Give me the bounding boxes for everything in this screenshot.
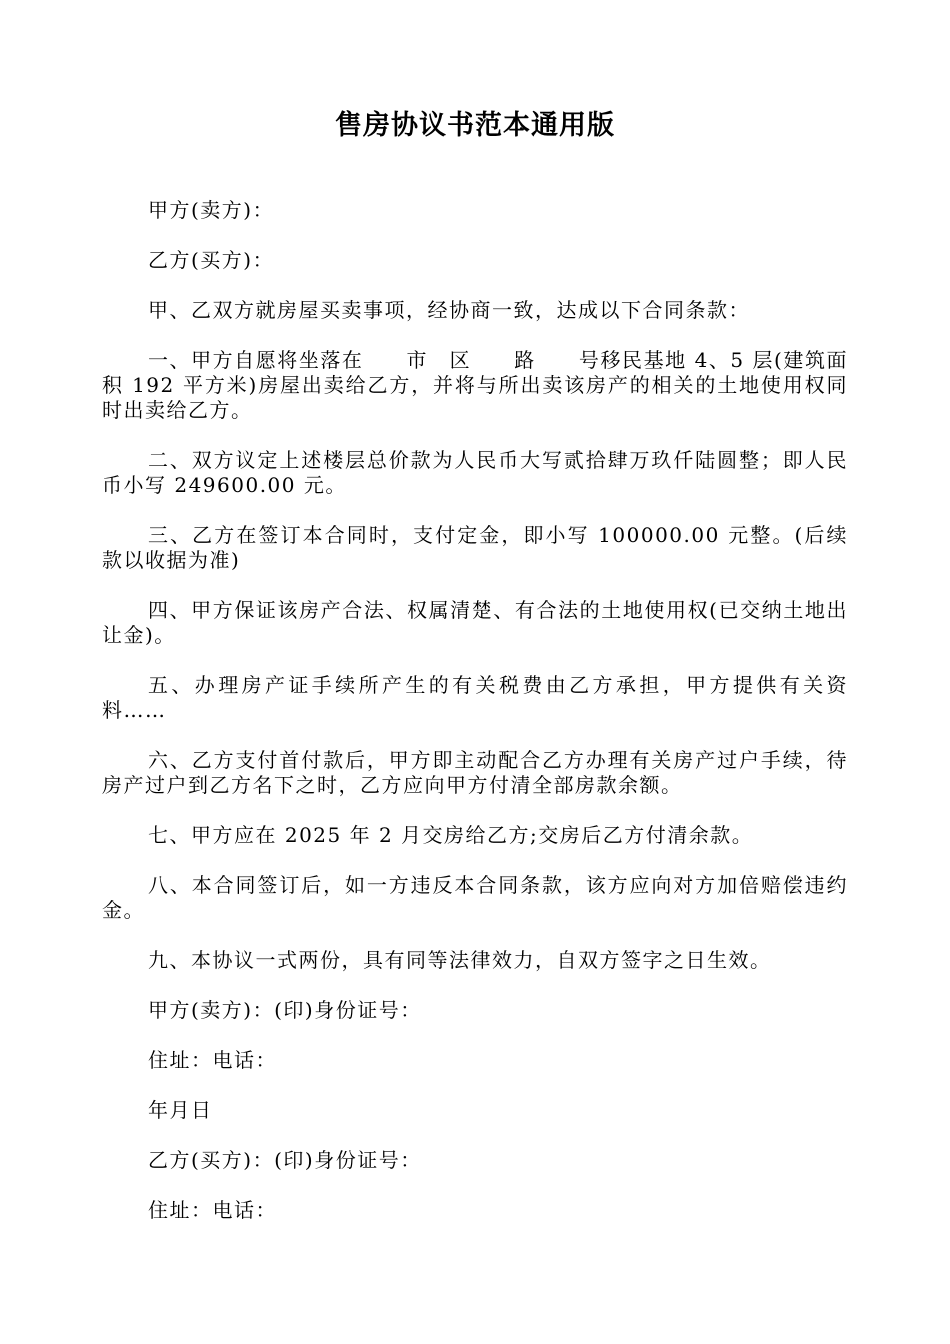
seller-signature-line: 甲方(卖方)：(印)身份证号： — [148, 998, 422, 1022]
clause-4: 四、甲方保证该房产合法、权属清楚、有合法的土地使用权(已交纳土地出让金)。 — [102, 598, 848, 647]
clause-8: 八、本合同签订后，如一方违反本合同条款，该方应向对方加倍赔偿违约金。 — [102, 873, 848, 922]
clause-2: 二、双方议定上述楼层总价款为人民币大写贰拾肆万玖仟陆圆整；即人民币小写 249600.00 元。 — [102, 448, 848, 497]
document-title: 售房协议书范本通用版 — [335, 110, 615, 141]
clause-6: 六、乙方支付首付款后，甲方即主动配合乙方办理有关房产过户手续，待房产过户到乙方名下之时，乙方应向甲方付清全部房款余额。 — [102, 748, 848, 797]
clause-7: 七、甲方应在 2025 年 2 月交房给乙方;交房后乙方付清余款。 — [148, 823, 754, 847]
seller-party-line: 甲方(卖方)： — [148, 198, 275, 222]
clause-1: 一、甲方自愿将坐落在 市 区 路 号移民基地 4、5 层(建筑面积 192 平方米)房屋出卖给乙方，并将与所出卖该房产的相关的土地使用权同时出卖给乙方。 — [102, 348, 848, 422]
buyer-party-line: 乙方(买方)： — [148, 248, 275, 272]
buyer-signature-line: 乙方(买方)：(印)身份证号： — [148, 1148, 422, 1172]
date-line: 年月日 — [148, 1098, 213, 1122]
preamble-paragraph: 甲、乙双方就房屋买卖事项，经协商一致，达成以下合同条款： — [148, 298, 750, 322]
clause-3: 三、乙方在签订本合同时，支付定金，即小写 100000.00 元整。(后续款以收据为准) — [102, 523, 848, 572]
clause-9: 九、本协议一式两份，具有同等法律效力，自双方签字之日生效。 — [148, 948, 772, 972]
buyer-address-line: 住址：电话： — [148, 1198, 277, 1222]
seller-address-line: 住址：电话： — [148, 1048, 277, 1072]
clause-5: 五、办理房产证手续所产生的有关税费由乙方承担，甲方提供有关资料…… — [102, 673, 848, 722]
